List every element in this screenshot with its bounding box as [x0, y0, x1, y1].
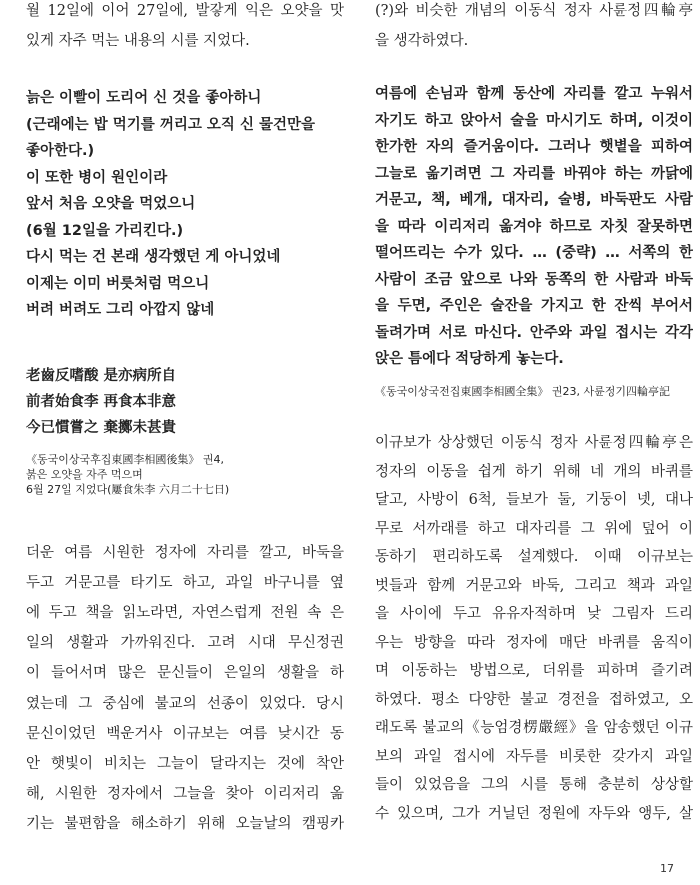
poem-line: 앞서 처음 오얏을 먹었으니 — [26, 196, 196, 212]
body-line: 에 두고 책을 읽노라면, 자연스럽게 전원 속 은 — [26, 605, 344, 622]
body-line: 안 햇빛이 비치는 그늘이 달라지는 것에 착안 — [26, 755, 344, 772]
quote-line: 떨어뜨리는 수가 있다. … (중략) … 서쪽의 한 — [375, 245, 693, 261]
body-line: 였는데 그 중심에 불교의 선종이 있었다. 당시 — [26, 695, 344, 712]
quote-line: 여름에 손님과 함께 동산에 자리를 깔고 누워서 — [375, 86, 693, 102]
poem-line: 다시 먹는 건 본래 생각했던 게 아니었네 — [26, 249, 281, 265]
poem-line: 이제는 이미 버릇처럼 먹으니 — [26, 275, 210, 292]
body-line: 며 이동하는 방법으로, 더위를 피하며 즐기려 — [375, 663, 693, 679]
citation-line: 《동국이상국전집東國李相國全集》 권23, 사륜정기四輪亭記 — [375, 385, 670, 398]
quote-line: 을 따라 이리저리 옮겨야 하므로 자칫 잘못하면 — [375, 218, 693, 235]
poem-line: 좋아한다.) — [26, 143, 95, 159]
poem-line: 버려 버려도 그리 아깝지 않네 — [26, 302, 215, 318]
body-line: 들이 있었음을 그의 시를 통해 충분히 상상할 — [375, 777, 693, 793]
quote-line: 사람이 조금 앞으로 나와 동쪽의 한 사람과 바둑 — [375, 271, 693, 288]
body-line: 이규보가 상상했던 이동식 정자 사륜정四輪亭은 — [375, 435, 693, 451]
quote-line: 자기도 하고 앉아서 술을 마시기도 하며, 이것이 — [375, 112, 693, 129]
intro-line: 월 12일에 이어 27일에, 발갛게 익은 오얏을 맛 — [26, 3, 344, 19]
poem-hanja-line: 今已慣嘗之 棄擲未甚貴 — [26, 420, 177, 436]
citation-line: 붉은 오얏을 자주 먹으며 — [26, 468, 143, 481]
body-line: 동하기 편리하도록 설계했다. 이때 이규보는 — [375, 549, 693, 565]
poem-hanja-line: 前者始食李 再食本非意 — [26, 394, 177, 410]
poem-line: 늙은 이빨이 도리어 신 것을 좋아하니 — [26, 90, 262, 106]
poem-line: (근래에는 밥 먹기를 꺼리고 오직 신 물건만을 — [26, 116, 316, 133]
body-line: 기는 불편함을 해소하기 위해 오늘날의 캠핑카 — [26, 815, 344, 832]
citation-line: 6월 27일 지었다(屢食朱李 六月二十七日) — [26, 483, 230, 496]
body-line: 해, 시원한 정자에서 그늘을 찾아 이리저리 옮 — [26, 785, 344, 802]
poem-hanja-line: 老齒反嗜酸 是亦病所自 — [26, 368, 177, 384]
body-line: 두고 거문고를 타기도 하고, 과일 바구니를 옆 — [26, 575, 344, 592]
body-line: 정자의 이동을 쉽게 하기 위해 네 개의 바퀴를 — [375, 463, 693, 480]
body-line: 보의 과일 접시에 자두를 비롯한 갖가지 과일 — [375, 748, 693, 765]
quote-line: 그늘로 옮기려면 그 자리를 바꿔야 하는 까닭에 — [375, 165, 693, 182]
poem-line: 이 또한 병이 원인이라 — [26, 169, 168, 186]
body-line: 수 있으며, 그가 거닐던 정원에 자두와 앵두, 살 — [375, 805, 693, 822]
body-line: 문신이었던 백운거사 이규보는 여름 낮시간 동 — [26, 725, 344, 742]
quote-line: 한가한 자의 즐거움이다. 그러나 햇볕을 피하여 — [375, 139, 693, 155]
poem-line: (6월 12일을 가리킨다.) — [26, 222, 184, 239]
quote-line: 을 두면, 주인은 술잔을 가지고 한 잔씩 부어서 — [375, 298, 693, 314]
body-line: 이 들어서며 많은 문신들이 은일의 생활을 하 — [26, 665, 344, 682]
intro-line: (?)와 비슷한 개념의 이동식 정자 사륜정四輪亭 — [375, 3, 693, 19]
body-line: 달고, 사방이 6척, 들보가 둘, 기둥이 넷, 대나 — [375, 492, 693, 508]
intro-line: 을 생각하였다. — [375, 33, 469, 49]
body-line: 을 사이에 두고 유유자적하며 낮 그림자 드리 — [375, 606, 693, 622]
body-line: 일의 생활과 가까워진다. 고려 시대 무신정권 — [26, 635, 344, 652]
body-line: 래도록 불교의《능엄경楞嚴經》을 암송했던 이규 — [375, 720, 693, 736]
quote-line: 돌려가며 서로 마신다. 안주와 과일 접시는 각각 — [375, 324, 693, 341]
citation-line: 《동국이상국후집東國李相國後集》 권4, — [26, 453, 224, 466]
body-line: 더운 여름 시원한 정자에 자리를 깔고, 바둑을 — [26, 545, 344, 561]
body-line: 하였다. 평소 다양한 불교 경전을 접하였고, 오 — [375, 691, 693, 708]
page-number: 17 — [660, 862, 674, 875]
body-line: 벗들과 함께 거문고와 바둑, 그리고 책과 과일 — [375, 577, 693, 594]
quote-line: 거문고, 책, 베개, 대자리, 술병, 바둑판도 사람 — [375, 192, 693, 208]
quote-line: 앉은 틈에다 적당하게 놓는다. — [375, 351, 564, 367]
body-line: 무로 서까래를 하고 대자리를 그 위에 덮어 이 — [375, 520, 693, 537]
intro-line: 있게 자주 먹는 내용의 시를 지었다. — [26, 33, 250, 49]
body-line: 우는 방향을 따라 정자에 매단 바퀴를 움직이 — [375, 634, 693, 651]
